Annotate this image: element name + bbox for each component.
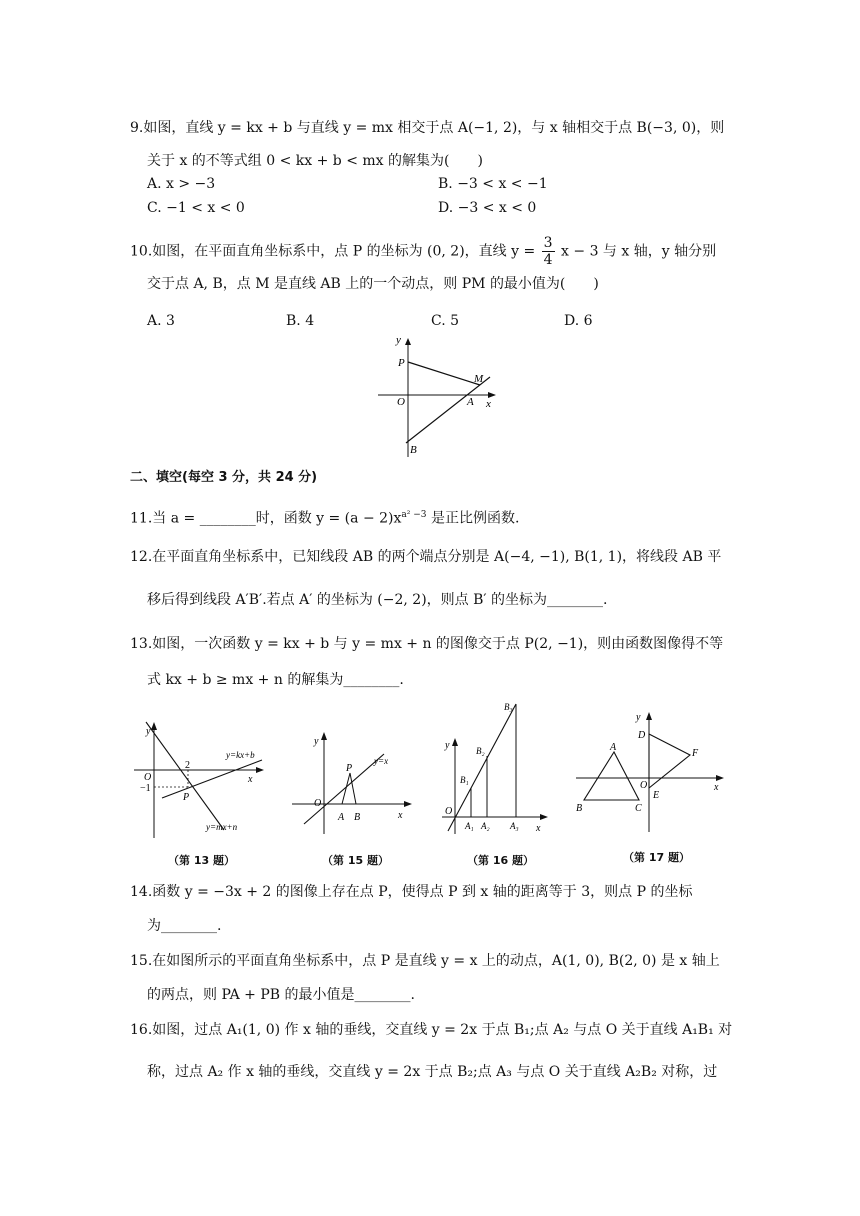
q11-line [130,505,519,529]
q10-label-y: y [396,335,401,346]
q11-pre: 11.当 a = ________时，函数 y = (a − 2)x [130,510,402,527]
q12-line1: 12.在平面直角坐标系中，已知线段 AB 的两个端点分别是 A(−4, −1), B(1, 1)，将线段 AB 平 [130,549,722,565]
fig17-label-e: E [653,790,660,801]
q14-line2: 为________. [147,918,222,934]
fig15-label-b: B [354,812,361,823]
fig13-x-arrow [256,767,264,773]
fig16-label-b3: B₃ [504,702,513,712]
q11-post: 是正比例函数. [426,510,520,527]
fig17-label-y: y [636,712,641,723]
fig16-label-y: y [445,740,450,751]
q11-exponent: a² −3 [401,510,427,520]
q14-line1: 14.函数 y = −3x + 2 的图像上存在点 P，使得点 P 到 x 轴的距离等于 3，则点 P 的坐标 [130,884,693,900]
fig16-x-arrow [540,814,548,820]
fig17 [572,708,727,836]
q16-line2: 称，过点 A₂ 作 x 轴的垂线，交直线 y = 2x 于点 B₂;点 A₃ 与点 O 关于直线 A₂B₂ 对称，过 [147,1064,718,1080]
q10-option-b: B. 4 [286,313,315,329]
fig13-y-arrow [151,722,157,730]
q10-label-b: B [410,444,417,456]
fig15-caption: （第 15 题） [322,854,389,867]
q9-line2: 关于 x 的不等式组 0 < kx + b < mx 的解集为( ) [147,153,483,169]
fig13 [132,718,272,840]
q10-line1-post: x − 3 与 x 轴，y 轴分别 [561,243,717,260]
fig17-label-x: x [714,782,719,793]
fig17-label-f: F [692,748,699,759]
fig15-y-arrow [321,732,327,740]
q12-line2: 移后得到线段 A′B′.若点 A′ 的坐标为 (−2, 2)，则点 B′ 的坐标为________. [147,592,608,608]
fig15-label-x: x [398,810,403,821]
fig15-label-y-x: y=x [374,756,389,766]
q10-frac-num: 3 [543,235,553,251]
q10-fraction [542,235,555,268]
fig16-y-arrow [452,738,458,746]
fig17-label-d: D [638,730,646,741]
fig17-triangle-def [649,734,690,788]
q10-line1-pre: 10.如图，在平面直角坐标系中，点 P 的坐标为 (0, 2)，直线 y = [130,243,536,260]
fig13-line-mx-n [146,722,224,830]
fig16-label-x: x [536,823,541,834]
fig15 [290,728,415,836]
q15-line2: 的两点，则 PA + PB 的最小值是________. [147,987,415,1003]
fig15-label-a: A [338,812,345,823]
q10-label-x: x [486,398,491,410]
fig17-y-arrow [646,712,652,720]
fig15-segment-pb [350,773,356,804]
fig13-caption: （第 13 题） [168,854,235,867]
q10-line-ab [406,377,490,443]
fig16-caption: （第 16 题） [467,854,534,867]
q10-label-m: M [474,373,484,385]
q10-option-d: D. 6 [564,313,593,329]
fig17-label-o: O [640,780,648,791]
q15-line1: 15.在如图所示的平面直角坐标系中，点 P 是直线 y = x 上的动点，A(1, 0), B(2, 0) 是 x 轴上 [130,953,720,969]
q10-line2: 交于点 A, B，点 M 是直线 AB 上的一个动点，则 PM 的最小值为( ) [147,276,599,292]
fig17-caption: （第 17 题） [623,851,690,864]
fig17-triangle-abc [584,752,639,800]
fig15-label-p: P [346,763,353,774]
fig15-label-o: O [314,798,322,809]
fig16-label-a1: A₁ [465,821,474,831]
fig13-label-y: y [146,726,151,737]
fig17-label-a: A [610,742,617,753]
q13-line2: 式 kx + b ≥ mx + n 的解集为________. [147,672,404,688]
q10-frac-den: 4 [543,252,553,268]
fig13-label-neg1: −1 [140,783,151,794]
fig16-label-a3: A₃ [510,821,519,831]
q13-line1: 13.如图，一次函数 y = kx + b 与 y = mx + n 的图像交于点 P(2, −1)，则由函数图像得不等 [130,636,724,652]
q10-segment-pm [408,362,480,385]
fig16-label-o: O [445,806,453,817]
fig15-segment-pa [342,773,350,804]
fig13-label-2: 2 [185,760,190,771]
fig15-x-arrow [404,801,412,807]
fig13-label-x: x [248,774,253,785]
q10-line1 [130,235,716,268]
fig13-label-mx-n: y=mx+n [206,822,238,832]
fig17-label-b: B [576,803,583,814]
fig17-label-c: C [635,803,642,814]
fig16 [436,698,551,838]
fig13-label-o: O [144,772,152,783]
q9-option-d: D. −3 < x < 0 [438,200,537,216]
q10-label-o: O [397,396,405,408]
q10-label-p: P [398,357,405,369]
q9-option-c: C. −1 < x < 0 [147,200,245,216]
section-fill-in-heading: 二、填空(每空 3 分，共 24 分) [130,470,318,485]
q9-option-a: A. x > −3 [147,176,216,192]
q9-line1: 9.如图，直线 y = kx + b 与直线 y = mx 相交于点 A(−1, 2)，与 x 轴相交于点 B(−3, 0)，则 [130,120,725,136]
q10-option-a: A. 3 [147,313,175,329]
q10-label-a: A [467,396,474,408]
fig16-line-y-2x [448,704,516,831]
fig15-label-y: y [314,736,319,747]
fig13-label-kx-b: y=kx+b [226,750,255,760]
q10-figure [370,335,500,460]
q10-y-arrow [405,338,411,345]
q9-option-b: B. −3 < x < −1 [438,176,548,192]
fig16-label-b2: B₂ [476,746,485,756]
fig16-label-b1: B₁ [460,775,469,785]
fig13-label-p: P [183,792,190,803]
q10-option-c: C. 5 [431,313,460,329]
fig17-x-arrow [716,775,724,781]
fig16-label-a2: A₂ [481,821,490,831]
q16-line1: 16.如图，过点 A₁(1, 0) 作 x 轴的垂线，交直线 y = 2x 于点 B₁;点 A₂ 与点 O 关于直线 A₁B₁ 对 [130,1022,733,1038]
